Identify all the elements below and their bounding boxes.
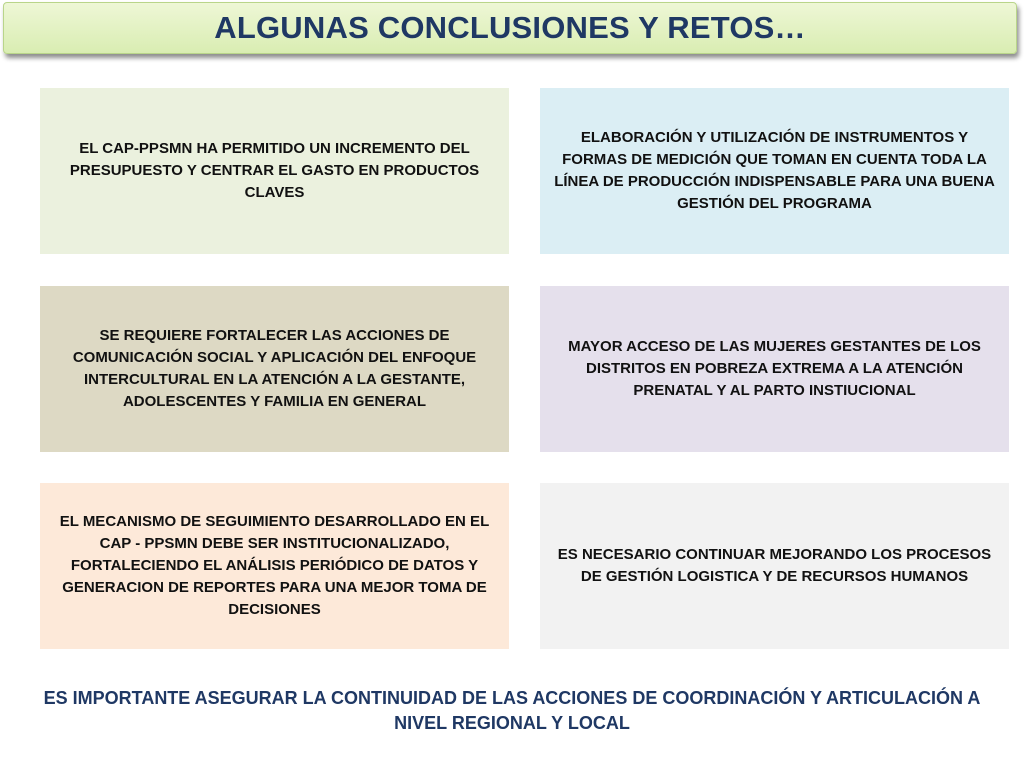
footer-statement: ES IMPORTANTE ASEGURAR LA CONTINUIDAD DE LAS ACCIONES DE COORDINACIÓN Y ARTICULACIÓN A NIVEL REGIONAL Y LOCAL xyxy=(43,688,981,733)
conclusion-box-1 xyxy=(40,88,509,254)
conclusion-text-5: EL MECANISMO DE SEGUIMIENTO DESARROLLADO EN EL CAP - PPSMN DEBE SER INSTITUCIONALIZADO, FORTALECIENDO EL ANÁLISIS PERIÓDICO DE DATOS Y GENERACION DE REPORTES PARA UNA MEJOR TOMA DE DECISIONES xyxy=(59,513,490,618)
conclusion-text-1: EL CAP-PPSMN HA PERMITIDO UN INCREMENTO DEL PRESUPUESTO Y CENTRAR EL GASTO EN PRODUCTOS CLAVES xyxy=(69,140,480,201)
conclusion-box-6 xyxy=(540,483,1009,649)
conclusion-box-5 xyxy=(40,483,509,649)
conclusion-box-3 xyxy=(40,286,509,452)
conclusion-text-4: MAYOR ACCESO DE LAS MUJERES GESTANTES DE LOS DISTRITOS EN POBREZA EXTREMA A LA ATENCIÓN PRENATAL Y AL PARTO INSTIUCIONAL xyxy=(568,338,981,399)
conclusion-box-2 xyxy=(540,88,1009,254)
slide-title: ALGUNAS CONCLUSIONES Y RETOS… xyxy=(214,10,806,45)
conclusion-text-2: ELABORACIÓN Y UTILIZACIÓN DE INSTRUMENTOS Y FORMAS DE MEDICIÓN QUE TOMAN EN CUENTA TODA LA LÍNEA DE PRODUCCIÓN INDISPENSABLE PARA UNA BUENA GESTIÓN DEL PROGRAMA xyxy=(554,129,995,212)
conclusion-text-6: ES NECESARIO CONTINUAR MEJORANDO LOS PROCESOS DE GESTIÓN LOGISTICA Y DE RECURSOS HUMANOS xyxy=(557,546,992,585)
conclusion-box-4 xyxy=(540,286,1009,452)
title-banner xyxy=(3,2,1017,54)
conclusion-text-3: SE REQUIERE FORTALECER LAS ACCIONES DE COMUNICACIÓN SOCIAL Y APLICACIÓN DEL ENFOQUE INTERCULTURAL EN LA ATENCIÓN A LA GESTANTE, ADOLESCENTES Y FAMILIA EN GENERAL xyxy=(72,327,477,410)
